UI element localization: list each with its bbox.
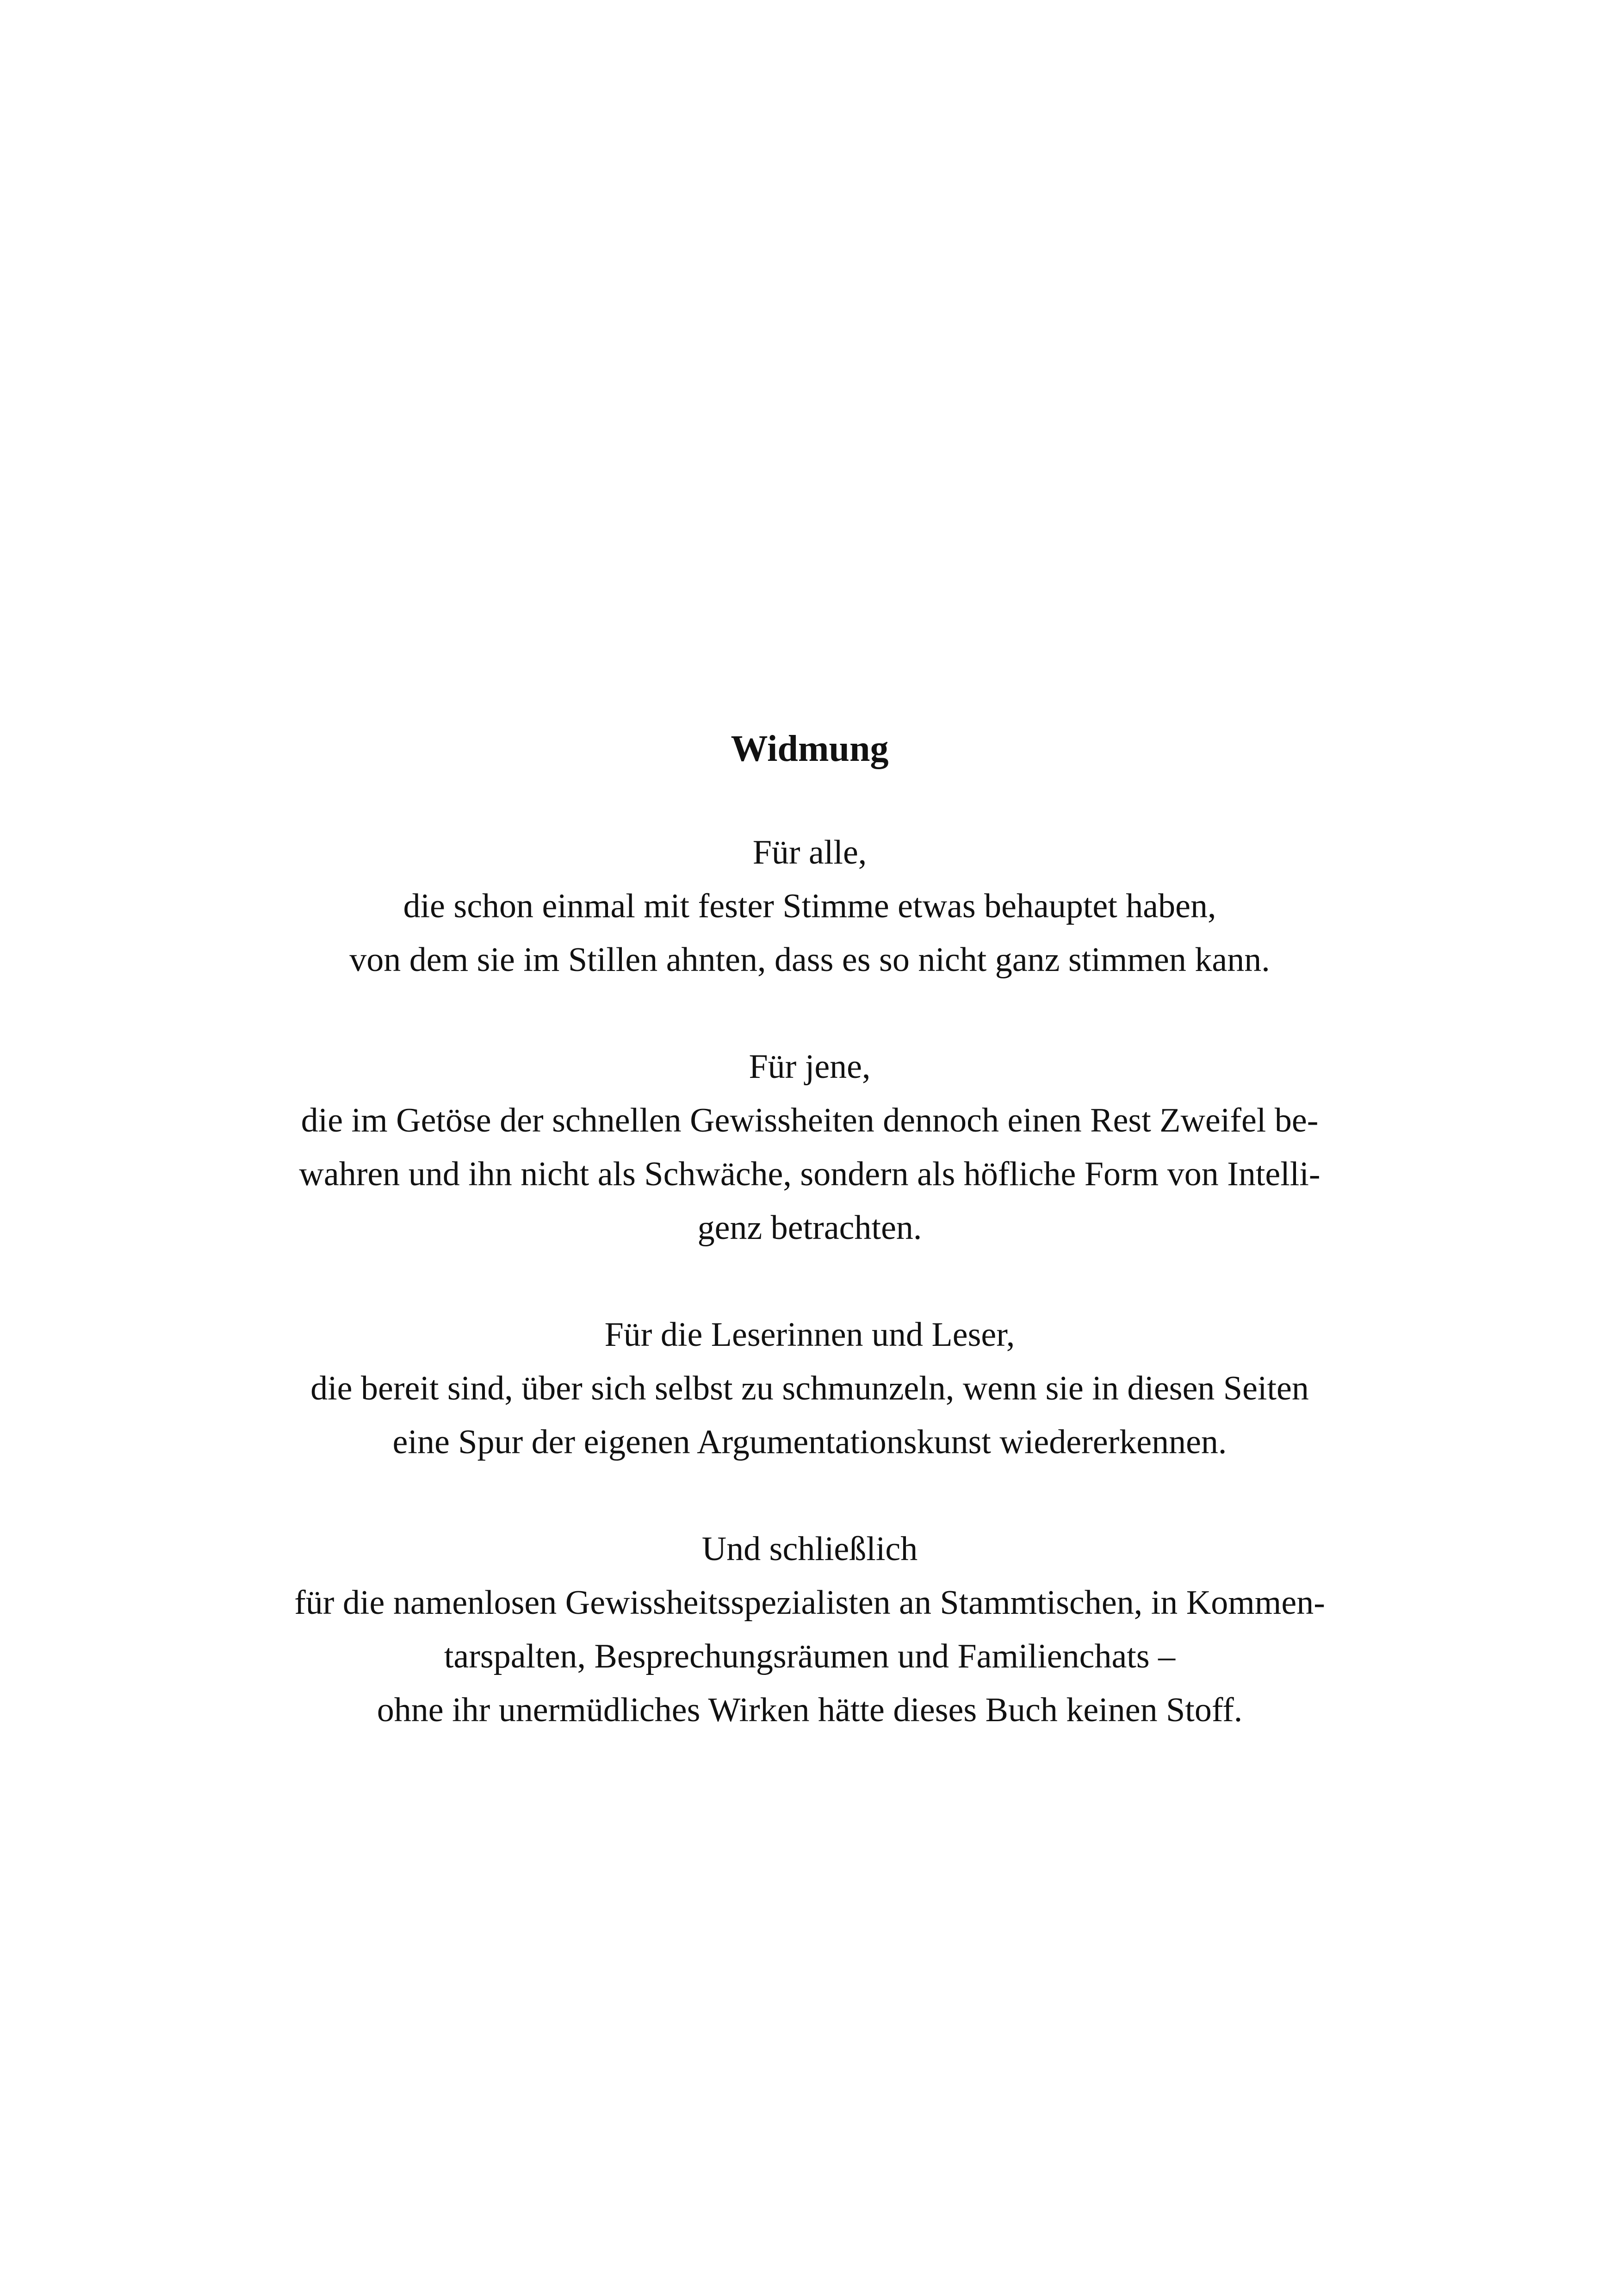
stanza-line: die schon einmal mit fester Stimme etwas behauptet haben, <box>403 887 1216 925</box>
dedication-title: Widmung <box>731 728 889 769</box>
stanza-line: für die namenlosen Gewissheitsspezialisten an Stammtischen, in Kommen- <box>294 1584 1325 1622</box>
stanza-line: Für jene, <box>749 1048 871 1086</box>
stanza-line: wahren und ihn nicht als Schwäche, sondern als höfliche Form von Intelli- <box>299 1155 1320 1193</box>
stanza-line: von dem sie im Stillen ahnten, dass es so nicht ganz stimmen kann. <box>349 941 1270 979</box>
stanza-4 <box>241 1522 1379 1737</box>
stanza-3 <box>241 1308 1379 1469</box>
stanza-line: eine Spur der eigenen Argumentationskunst wiedererkennen. <box>392 1423 1227 1461</box>
stanza-2 <box>241 1040 1379 1255</box>
stanza-line: ohne ihr unermüdliches Wirken hätte dieses Buch keinen Stoff. <box>377 1691 1243 1729</box>
dedication-block <box>241 722 1379 1790</box>
stanza-line: tarspalten, Besprechungsräumen und Familienchats – <box>444 1637 1176 1675</box>
stanza-line: genz betrachten. <box>697 1209 922 1247</box>
stanza-1 <box>241 826 1379 987</box>
stanza-line: Für die Leserinnen und Leser, <box>604 1316 1015 1354</box>
stanza-line: Und schließlich <box>701 1530 918 1568</box>
stanza-line: die bereit sind, über sich selbst zu schmunzeln, wenn sie in diesen Seiten <box>310 1369 1309 1407</box>
stanza-line: Für alle, <box>752 834 867 871</box>
stanza-line: die im Getöse der schnellen Gewissheiten dennoch einen Rest Zweifel be- <box>301 1101 1319 1139</box>
